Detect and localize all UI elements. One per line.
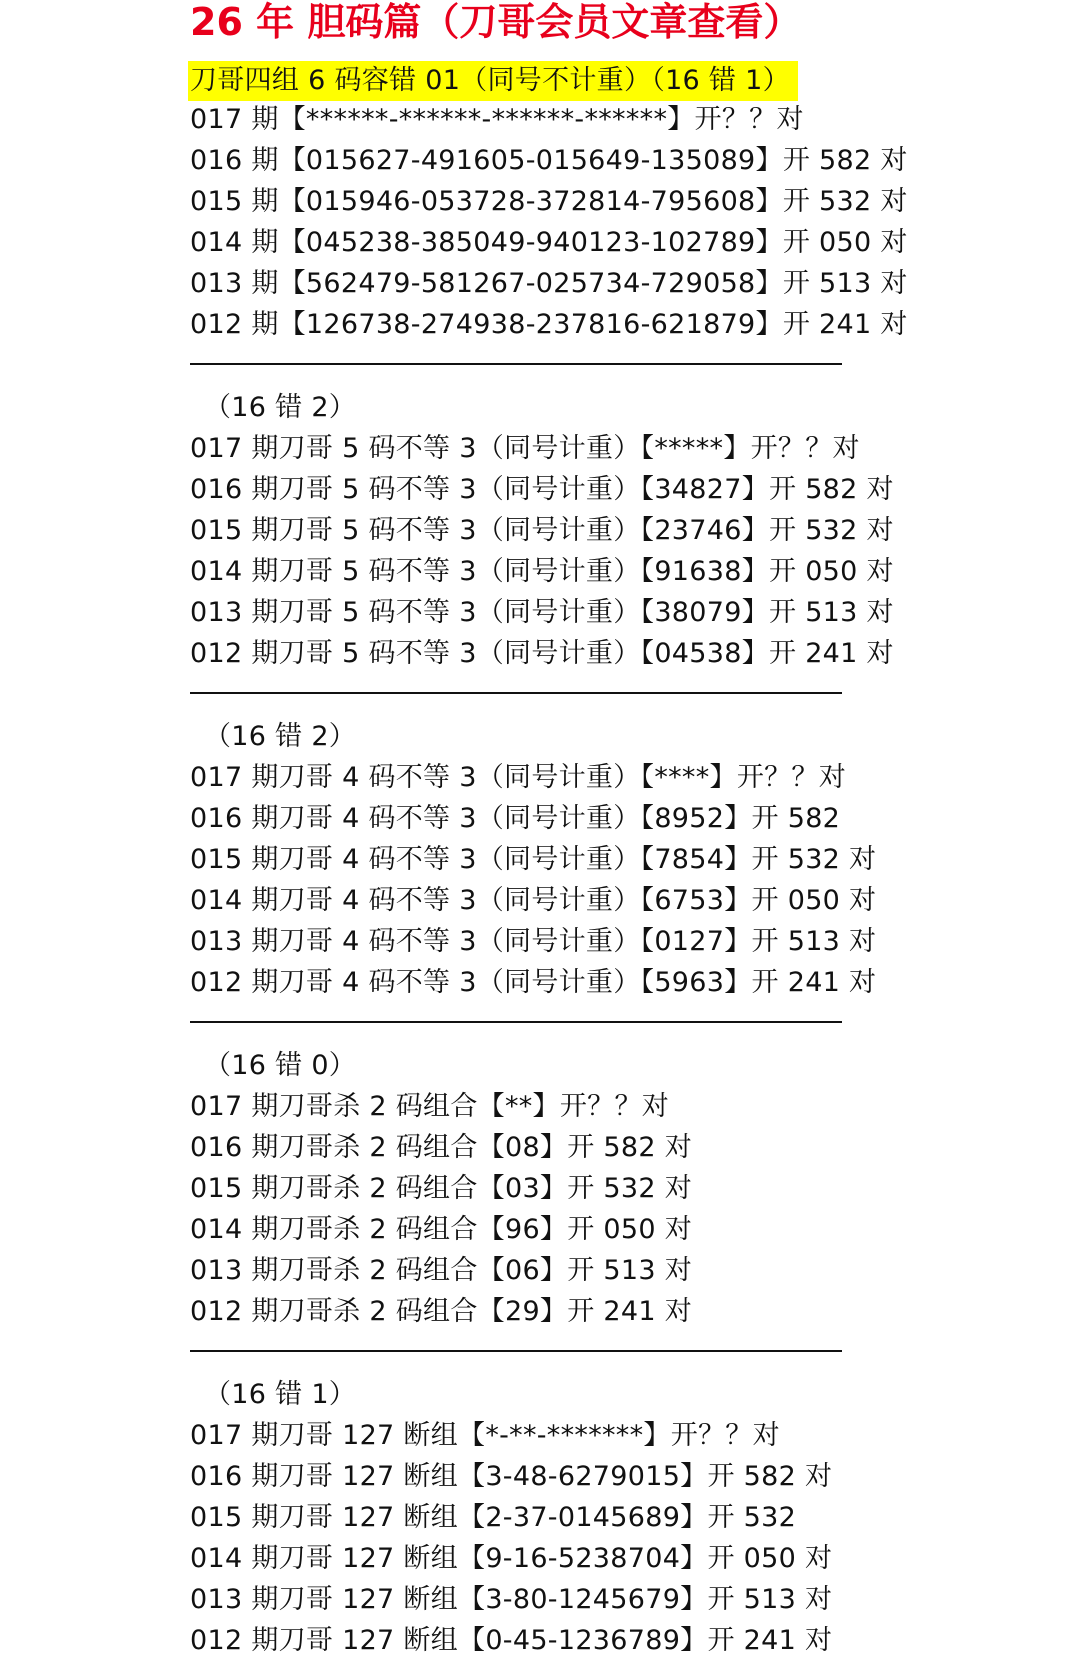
record-line: 015 期刀哥 5 码不等 3（同号计重）【23746】开 532 对 xyxy=(190,515,894,546)
section-four-code xyxy=(190,716,1078,1003)
section-five-code xyxy=(190,387,1078,674)
record-line: 012 期刀哥 5 码不等 3（同号计重）【04538】开 241 对 xyxy=(190,638,894,669)
record-line: 013 期刀哥 5 码不等 3（同号计重）【38079】开 513 对 xyxy=(190,597,894,628)
record-line: 017 期刀哥 127 断组【*-**-*******】开？？对 xyxy=(190,1420,780,1451)
record-line: 016 期刀哥 5 码不等 3（同号计重）【34827】开 582 对 xyxy=(190,474,894,505)
record-line: 016 期【015627-491605-015649-135089】开 582 对 xyxy=(190,145,908,176)
record-line: 013 期刀哥杀 2 码组合【06】开 513 对 xyxy=(190,1255,693,1286)
section-four-group-six-code xyxy=(190,58,1078,345)
record-line: 012 期【126738-274938-237816-621879】开 241 对 xyxy=(190,309,908,340)
record-line: 015 期刀哥 4 码不等 3（同号计重）【7854】开 532 对 xyxy=(190,844,877,875)
record-line: 017 期刀哥 5 码不等 3（同号计重）【*****】开？？对 xyxy=(190,433,860,464)
record-line: 017 期刀哥 4 码不等 3（同号计重）【****】开？？对 xyxy=(190,762,847,793)
record-line: 012 期刀哥 4 码不等 3（同号计重）【5963】开 241 对 xyxy=(190,967,877,998)
section-divider xyxy=(190,363,842,365)
record-line: 014 期刀哥 127 断组【9-16-5238704】开 050 对 xyxy=(190,1543,833,1574)
record-line: 015 期【015946-053728-372814-795608】开 532 对 xyxy=(190,186,908,217)
record-line: 015 期刀哥杀 2 码组合【03】开 532 对 xyxy=(190,1173,693,1204)
section-127-break-group xyxy=(190,1374,1078,1661)
section-kill-two-code xyxy=(190,1045,1078,1332)
record-line: 012 期刀哥 127 断组【0-45-1236789】开 241 对 xyxy=(190,1625,833,1656)
record-line: 017 期【******-******-******-******】开？？对 xyxy=(190,104,804,135)
record-line: 013 期刀哥 4 码不等 3（同号计重）【0127】开 513 对 xyxy=(190,926,877,957)
page-title: 26 年 胆码篇（刀哥会员文章查看） xyxy=(190,0,802,44)
record-line: 014 期刀哥 5 码不等 3（同号计重）【91638】开 050 对 xyxy=(190,556,894,587)
record-line: 014 期【045238-385049-940123-102789】开 050 对 xyxy=(190,227,908,258)
section-header: （16 错 0） xyxy=(204,1050,357,1081)
record-line: 015 期刀哥 127 断组【2-37-0145689】开 532 xyxy=(190,1502,797,1533)
section-divider xyxy=(190,692,842,694)
record-line: 014 期刀哥杀 2 码组合【96】开 050 对 xyxy=(190,1214,693,1245)
section-divider xyxy=(190,1021,842,1023)
record-line: 013 期刀哥 127 断组【3-80-1245679】开 513 对 xyxy=(190,1584,833,1615)
record-line: 013 期【562479-581267-025734-729058】开 513 对 xyxy=(190,268,908,299)
record-line: 016 期刀哥 127 断组【3-48-6279015】开 582 对 xyxy=(190,1461,833,1492)
highlighted-section-header: 刀哥四组 6 码容错 01（同号不计重）（16 错 1） xyxy=(188,61,798,101)
record-line: 017 期刀哥杀 2 码组合【**】开？？对 xyxy=(190,1091,670,1122)
record-line: 016 期刀哥 4 码不等 3（同号计重）【8952】开 582 xyxy=(190,803,841,834)
section-divider xyxy=(190,1350,842,1352)
section-header: （16 错 2） xyxy=(204,721,357,752)
section-header: （16 错 2） xyxy=(204,392,357,423)
record-line: 014 期刀哥 4 码不等 3（同号计重）【6753】开 050 对 xyxy=(190,885,877,916)
record-line: 016 期刀哥杀 2 码组合【08】开 582 对 xyxy=(190,1132,693,1163)
section-header: （16 错 1） xyxy=(204,1379,357,1410)
record-line: 012 期刀哥杀 2 码组合【29】开 241 对 xyxy=(190,1296,693,1327)
